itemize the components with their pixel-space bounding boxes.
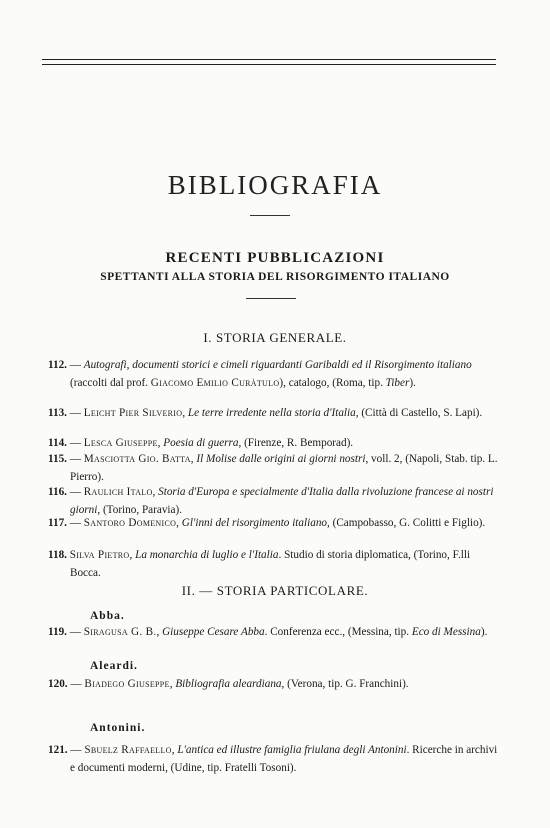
entry-number: 112. [48, 359, 67, 371]
section-heading-particular: II. — STORIA PARTICOLARE. [181, 583, 369, 598]
entry-author: Raulich Italo [83, 486, 153, 498]
entry-number: 117. [48, 517, 67, 529]
entry-author: Giacomo Emilio Curàtulo [150, 376, 280, 389]
entry-number: 121. [48, 744, 68, 756]
top-rule [42, 59, 496, 60]
bibliography-entry-112: 112. — Autografi, documenti storici e cimeli riguardanti Garibaldi ed il Risorgimento italiano (raccolti dal prof. Giacomo Emilio Curàtulo), catalogo, (Roma, tip. Tiber). [48, 359, 472, 389]
entry-title: Gl'inni del risorgimento italiano [181, 517, 328, 529]
subtitle: RECENTI PUBBLICAZIONI [165, 250, 385, 266]
bibliography-entry-114: 114. — Lesca Giuseppe, Poesia di guerra, (Firenze, R. Bemporad). [48, 437, 354, 449]
entry-number: 118. [48, 549, 67, 561]
page-title: BIBLIOGRAFIA [167, 170, 383, 200]
entry-author: Santoro Domenico [83, 517, 177, 529]
subtitle-secondary: SPETTANTI ALLA STORIA DEL RISORGIMENTO ITALIANO [100, 271, 450, 283]
entry-title: Giuseppe Cesare Abba [162, 626, 265, 638]
title-underline [250, 215, 290, 216]
entry-number: 119. [48, 626, 67, 638]
subheading-antonini: Antonini. [90, 722, 146, 734]
subheading-abba: Abba. [90, 610, 125, 622]
bibliography-entry-120: 120. — Biadego Giuseppe, Bibliografia aleardiana, (Verona, tip. G. Franchini). [48, 678, 409, 690]
entry-title: Poesia di guerra [163, 437, 239, 449]
bibliography-entry-118: 118. Silva Pietro, La monarchia di luglio e l'Italia. Studio di storia diplomatica, (Torino, F.lli Bocca. [48, 549, 471, 579]
bibliography-entry-121: 121. — Sbuelz Raffaello, L'antica ed illustre famiglia friulana degli Antonini. Ricerche in archivi e documenti moderni, (Udine, tip. Fratelli Tosoni). [48, 744, 498, 774]
section-heading-general: I. STORIA GENERALE. [203, 330, 347, 345]
entry-title: Autografi, documenti storici e cimeli riguardanti Garibaldi ed il Risorgimento italiano [83, 359, 472, 371]
top-rule-second [42, 64, 496, 65]
entry-author: Siragusa G. B. [83, 626, 157, 638]
bibliography-entry-119: 119. — Siragusa G. B., Giuseppe Cesare Abba. Conferenza ecc., (Messina, tip. Eco di Messina). [48, 626, 488, 638]
bibliography-entry-117: 117. — Santoro Domenico, Gl'inni del risorgimento italiano, (Campobasso, G. Colitti e Figlio). [48, 517, 486, 529]
entry-title: Bibliografia aleardiana [175, 678, 282, 690]
entry-author: Biadego Giuseppe [84, 678, 170, 690]
entry-number: 114. [48, 437, 67, 449]
subtitle-underline [246, 298, 296, 299]
entry-author: Masciotta Gio. Batta [83, 453, 191, 465]
entry-title: Le terre irredente nella storia d'Italia [187, 407, 356, 419]
entry-author: Lesca Giuseppe [83, 437, 158, 449]
entry-number: 113. [48, 407, 67, 419]
entry-number: 116. [48, 486, 67, 498]
entry-number: 120. [48, 678, 68, 690]
entry-author: Silva Pietro [69, 549, 130, 561]
entry-author: Sbuelz Raffaello [84, 744, 172, 756]
entry-title: Il Molise dalle origini ai giorni nostri [196, 453, 366, 465]
entry-title: L'antica ed illustre famiglia friulana degli Antonini [177, 744, 407, 756]
entry-number: 115. [48, 453, 67, 465]
entry-author: Leicht Pier Silverio [83, 407, 183, 419]
bibliography-entry-116: 116. — Raulich Italo, Storia d'Europa e specialmente d'Italia dalla rivoluzione francese ai nostri giorni, (Torino, Paravia). [48, 486, 494, 516]
subheading-aleardi: Aleardi. [90, 660, 138, 672]
bibliography-entry-113: 113. — Leicht Pier Silverio, Le terre irredente nella storia d'Italia, (Città di Castello, S. Lapi). [48, 407, 483, 419]
entry-title: Storia d'Europa e specialmente d'Italia dalla rivoluzione francese ai nostri giorni [70, 486, 494, 516]
bibliography-entry-115: 115. — Masciotta Gio. Batta, Il Molise dalle origini ai giorni nostri, voll. 2, (Napoli, Stab. tip. L. Pierro). [48, 453, 498, 483]
entry-title: La monarchia di luglio e l'Italia [135, 549, 279, 561]
